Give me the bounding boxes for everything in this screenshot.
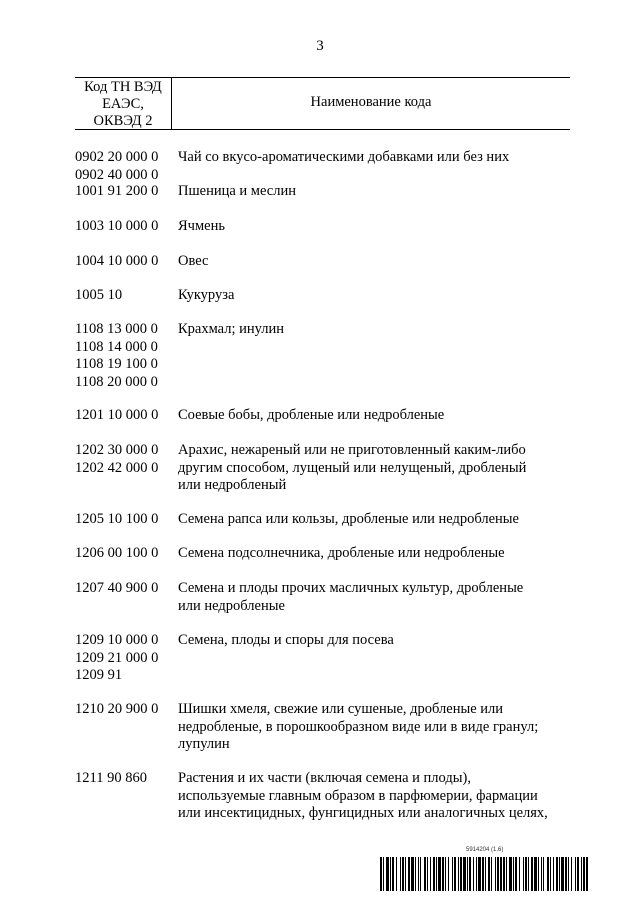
barcode-bar <box>534 857 537 891</box>
barcode-bar <box>427 857 428 891</box>
row-codes <box>75 253 178 271</box>
row-name <box>178 511 570 529</box>
row-codes <box>75 442 178 477</box>
barcode-bar <box>543 857 544 891</box>
row-codes <box>75 218 178 236</box>
row-code: 0902 20 000 0 <box>75 149 159 165</box>
row-name-line: или инсектицидных, фунгицидных или аналогичных целях, <box>178 805 548 822</box>
barcode-bar <box>478 857 481 891</box>
row-codes <box>75 287 178 305</box>
barcode-bar <box>506 857 507 891</box>
row-name-line: или недробленый <box>178 477 287 494</box>
table-top-rule <box>75 77 570 78</box>
barcode-bar <box>460 857 462 891</box>
row-name-line: Чай со вкусо-ароматическими добавками или без них <box>178 149 510 165</box>
barcode-bar <box>503 857 505 891</box>
barcode-bar <box>411 857 414 891</box>
barcode-bar <box>495 857 496 891</box>
barcode-bar <box>541 857 542 891</box>
row-name <box>178 183 570 201</box>
row-name <box>178 253 570 271</box>
barcode-bar <box>452 857 453 891</box>
barcode-bar <box>577 857 579 891</box>
barcode-bar <box>433 857 435 891</box>
row-name-line: лупулин <box>178 736 230 753</box>
row-name-line: Семена, плоды и споры для посева <box>178 632 394 648</box>
barcode-bar <box>509 857 512 891</box>
row-name <box>178 770 570 823</box>
barcode-bar <box>415 857 416 891</box>
row-name-line: недробленые, в порошкообразном виде или в виде гранул; <box>178 718 539 735</box>
page-number: 3 <box>316 38 324 54</box>
barcode-bar <box>583 857 585 891</box>
barcode-bar <box>497 857 499 891</box>
row-codes <box>75 511 178 529</box>
barcode-bar <box>586 857 588 891</box>
row-code: 1004 10 000 0 <box>75 253 159 269</box>
barcode-bar <box>383 857 384 891</box>
barcode-bar <box>448 857 449 891</box>
row-name-line: Овес <box>178 253 209 269</box>
barcode-bar <box>445 857 446 891</box>
barcode-bar <box>392 857 394 891</box>
row-code: 1005 10 <box>75 287 123 303</box>
barcode-bar <box>531 857 533 891</box>
barcode-bar <box>463 857 466 891</box>
row-code: 1108 14 000 0 <box>75 338 158 355</box>
row-codes <box>75 545 178 563</box>
row-codes <box>75 770 178 788</box>
row-name <box>178 632 570 650</box>
barcode-bar <box>559 857 560 891</box>
row-code: 1108 13 000 0 <box>75 321 158 337</box>
barcode-bar <box>473 857 474 891</box>
row-name <box>178 580 570 615</box>
barcode-bar <box>561 857 564 891</box>
barcode-bar <box>488 857 490 891</box>
row-code: 1209 21 000 0 <box>75 649 159 666</box>
barcode-bar <box>386 857 389 891</box>
row-name-line: или недробленые <box>178 597 285 614</box>
header-code-line: ОКВЭД 2 <box>93 113 153 129</box>
barcode-bar <box>519 857 520 891</box>
barcode-bar <box>400 857 401 891</box>
barcode-bar <box>547 857 549 891</box>
barcode-bar <box>436 857 437 891</box>
barcode-bar <box>515 857 517 891</box>
barcode-bar <box>568 857 569 891</box>
barcode-bar <box>571 857 572 891</box>
barcode-bar <box>467 857 468 891</box>
barcode-bar <box>405 857 406 891</box>
row-code: 1202 30 000 0 <box>75 442 159 458</box>
row-codes <box>75 149 178 184</box>
row-name-line: Семена и плоды прочих масличных культур, дробленые <box>178 580 524 596</box>
row-name <box>178 701 570 754</box>
row-name-line: Пшеница и меслин <box>178 183 296 199</box>
row-code: 1210 20 900 0 <box>75 701 159 717</box>
barcode-bar <box>476 857 477 891</box>
row-name-line: Ячмень <box>178 218 225 234</box>
row-name <box>178 321 570 339</box>
row-code: 1108 20 000 0 <box>75 373 158 390</box>
row-name <box>178 218 570 236</box>
barcode-bar <box>442 857 444 891</box>
barcode-bar <box>469 857 471 891</box>
row-name <box>178 442 570 495</box>
barcode-bar <box>581 857 582 891</box>
row-name-line: используемые главным образом в парфюмерии, фармации <box>178 787 538 804</box>
barcode-bar <box>553 857 554 891</box>
row-code: 1205 10 100 0 <box>75 511 159 527</box>
barcode-bar <box>418 857 419 891</box>
barcode-bar <box>525 857 527 891</box>
row-codes <box>75 407 178 425</box>
row-codes <box>75 183 178 201</box>
table-header-code <box>75 79 171 130</box>
row-code: 1209 10 000 0 <box>75 632 159 648</box>
barcode-bar <box>550 857 551 891</box>
barcode-bar <box>424 857 426 891</box>
barcode-bar <box>402 857 404 891</box>
row-code: 1207 40 900 0 <box>75 580 159 596</box>
row-code: 1202 42 000 0 <box>75 459 159 476</box>
row-name-line: Арахис, нежареный или не приготовленный каким-либо <box>178 442 526 458</box>
row-code: 1108 19 100 0 <box>75 356 158 373</box>
row-name-line: другим способом, лущеный или нелущеный, дробленый <box>178 459 527 476</box>
header-code-line: Код ТН ВЭД <box>84 79 162 95</box>
row-name-line: Семена подсолнечника, дробленые или недробленые <box>178 545 505 561</box>
row-code: 1209 91 <box>75 667 123 684</box>
row-codes <box>75 701 178 719</box>
barcode-bar <box>528 857 529 891</box>
barcode-icon <box>380 857 588 891</box>
row-name-line: Кукуруза <box>178 287 235 303</box>
barcode-bar <box>396 857 397 891</box>
row-name-line: Соевые бобы, дробленые или недробленые <box>178 407 445 423</box>
barcode-caption: 5914204 (1.6) <box>466 847 504 853</box>
barcode-bar <box>430 857 431 891</box>
row-name <box>178 545 570 563</box>
barcode-bar <box>485 857 486 891</box>
barcode-bar <box>420 857 421 891</box>
barcode-bar <box>491 857 492 891</box>
row-name <box>178 287 570 305</box>
barcode-bar <box>513 857 514 891</box>
barcode-bar <box>500 857 502 891</box>
row-name-line: Семена рапса или кользы, дробленые или недробленые <box>178 511 519 527</box>
barcode-bar <box>523 857 524 891</box>
row-code: 1003 10 000 0 <box>75 218 159 234</box>
table-header-name: Наименование кода <box>310 94 432 110</box>
barcode-bar <box>538 857 539 891</box>
barcode-bar <box>565 857 567 891</box>
row-code: 1201 10 000 0 <box>75 407 159 423</box>
header-code-line: ЕАЭС, <box>102 96 144 112</box>
row-codes <box>75 321 178 391</box>
barcode-bar <box>458 857 459 891</box>
row-code: 1206 00 100 0 <box>75 545 159 561</box>
row-name-line: Растения и их части (включая семена и плоды), <box>178 770 471 786</box>
row-name-line: Шишки хмеля, свежие или сушеные, дробленые или <box>178 701 504 717</box>
row-code: 1211 90 860 <box>75 770 147 786</box>
barcode-bar <box>575 857 576 891</box>
row-name-line: Крахмал; инулин <box>178 321 285 337</box>
barcode-bar <box>380 857 382 891</box>
row-code: 1001 91 200 0 <box>75 183 159 199</box>
row-name <box>178 149 570 167</box>
barcode-bar <box>482 857 484 891</box>
barcode-bar <box>390 857 391 891</box>
row-name <box>178 407 570 425</box>
barcode-bar <box>454 857 456 891</box>
row-codes <box>75 580 178 598</box>
row-code: 0902 40 000 0 <box>75 166 159 183</box>
barcode-bar <box>556 857 558 891</box>
barcode-bar <box>408 857 410 891</box>
row-codes <box>75 632 178 685</box>
document-barcode <box>380 847 588 893</box>
barcode-bar <box>438 857 441 891</box>
